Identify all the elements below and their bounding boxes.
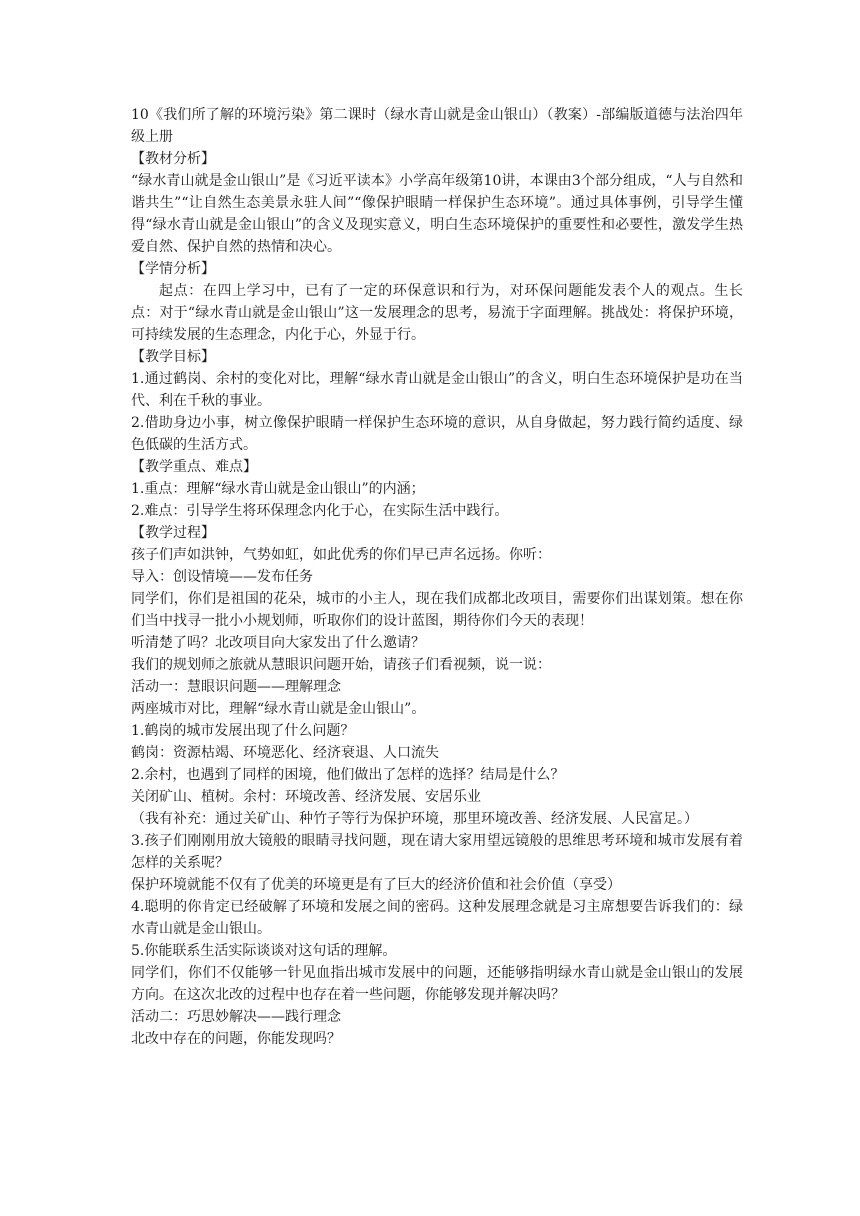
section-heading-textbook-analysis: 【教材分析】 xyxy=(131,151,215,167)
document-title: 10《我们所了解的环境污染》第二课时（绿水青山就是金山银山）（教案）-部编版道德与法治四年级上册 xyxy=(131,107,743,145)
paragraph: （我有补充：通过关矿山、种竹子等行为保护环境，那里环境改善、经济发展、人民富足。） xyxy=(131,811,698,827)
paragraph: 保护环境就能不仅有了优美的环境更是有了巨大的经济价值和社会价值（享受） xyxy=(131,877,621,893)
list-item: 1.通过鹤岗、余村的变化对比，理解“绿水青山就是金山银山”的含义，明白生态环境保护是功在当代、利在千秋的事业。 xyxy=(131,371,743,409)
paragraph: 关闭矿山、植树。余村：环境改善、经济发展、安居乐业 xyxy=(131,789,481,805)
activity-heading: 活动二：巧思妙解决——践行理念 xyxy=(131,1009,341,1025)
list-item: 3.孩子们刚刚用放大镜般的眼睛寻找问题，现在请大家用望远镜般的思维思考环境和城市发展有着怎样的关系呢？ xyxy=(131,833,743,871)
document-page xyxy=(131,104,743,1050)
paragraph: 我们的规划师之旅就从慧眼识问题开始，请孩子们看视频，说一说： xyxy=(131,657,551,673)
paragraph: 鹤岗：资源枯竭、环境恶化、经济衰退、人口流失 xyxy=(131,745,439,761)
section-heading-student-analysis: 【学情分析】 xyxy=(131,261,215,277)
paragraph: 同学们，你们不仅能够一针见血指出城市发展中的问题，还能够指明绿水青山就是金山银山的发展方向。在这次北改的过程中也存在着一些问题，你能够发现并解决吗？ xyxy=(131,965,743,1003)
list-item: 4.聪明的你肯定已经破解了环境和发展之间的密码。这种发展理念就是习主席想要告诉我们的：绿水青山就是金山银山。 xyxy=(131,899,743,937)
section-heading-teaching-process: 【教学过程】 xyxy=(131,525,215,541)
list-item: 1.鹤岗的城市发展出现了什么问题？ xyxy=(131,723,355,739)
list-item: 5.你能联系生活实际谈谈对这句话的理解。 xyxy=(131,943,397,959)
paragraph: 起点：在四上学习中，已有了一定的环保意识和行为，对环保问题能发表个人的观点。生长点：对于“绿水青山就是金山银山”这一发展理念的思考，易流于字面理解。挑战处：将保护环境，可持续发展的生态理念，内化于心，外显于行。 xyxy=(131,283,743,343)
section-heading-key-points: 【教学重点、难点】 xyxy=(131,459,257,475)
paragraph: 同学们，你们是祖国的花朵，城市的小主人，现在我们成都北改项目，需要你们出谋划策。想在你们当中找寻一批小小规划师，听取你们的设计蓝图，期待你们今天的表现！ xyxy=(131,591,743,629)
paragraph: 听清楚了吗？北改项目向大家发出了什么邀请？ xyxy=(131,635,425,651)
paragraph: 孩子们声如洪钟，气势如虹，如此优秀的你们早已声名远扬。你听： xyxy=(131,547,551,563)
section-heading-teaching-goals: 【教学目标】 xyxy=(131,349,215,365)
paragraph: 北改中存在的问题，你能发现吗？ xyxy=(131,1031,341,1047)
list-item: 2.余村，也遇到了同样的困境，他们做出了怎样的选择？结局是什么？ xyxy=(131,767,565,783)
paragraph: 两座城市对比，理解“绿水青山就是金山银山”。 xyxy=(131,701,426,717)
paragraph: “绿水青山就是金山银山”是《习近平读本》小学高年级第10讲，本课由3个部分组成，“人与自然和谐共生”“让自然生态美景永驻人间”“像保护眼睛一样保护生态环境”。通过具体事例，引导学生懂得“绿水青山就是金山银山”的含义及现实意义，明白生态环境保护的重要性和必要性，激发学生热爱自然、保护自然的热情和决心。 xyxy=(131,173,743,255)
paragraph: 导入：创设情境——发布任务 xyxy=(131,569,313,585)
list-item: 1.重点：理解“绿水青山就是金山银山”的内涵； xyxy=(131,481,425,497)
activity-heading: 活动一：慧眼识问题——理解理念 xyxy=(131,679,341,695)
list-item: 2.借助身边小事，树立像保护眼睛一样保护生态环境的意识，从自身做起，努力践行简约适度、绿色低碳的生活方式。 xyxy=(131,415,743,453)
list-item: 2.难点：引导学生将环保理念内化于心，在实际生活中践行。 xyxy=(131,503,509,519)
